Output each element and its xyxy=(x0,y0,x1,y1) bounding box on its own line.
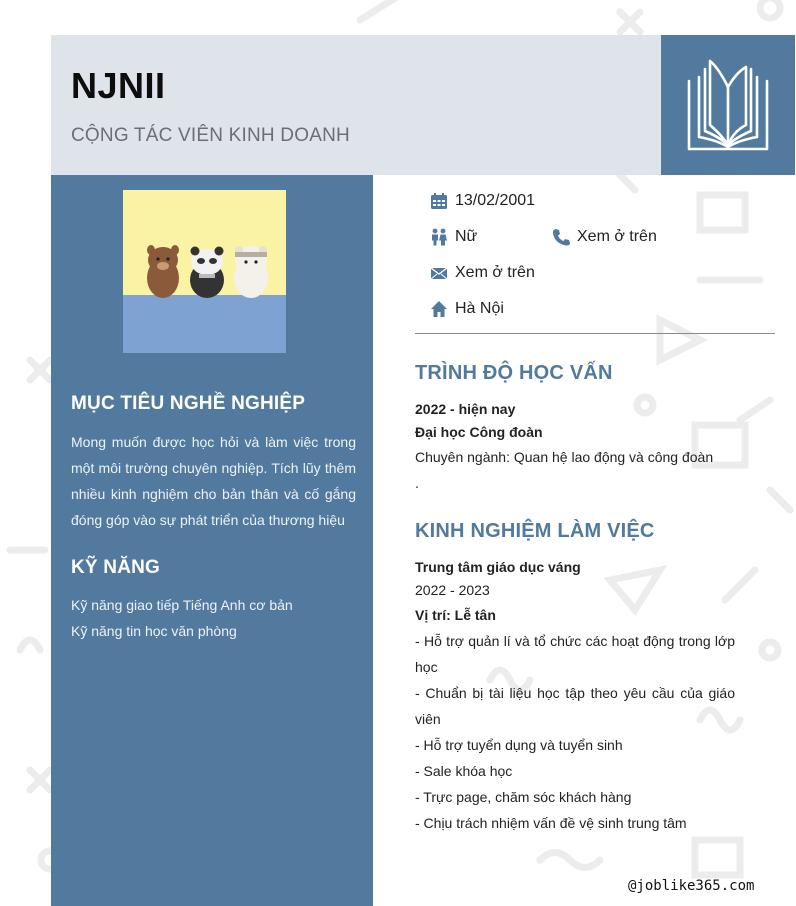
duty-item: - Chuẩn bị tài liệu học tập theo yêu cầu của giáo viên xyxy=(415,685,735,727)
education-extra: . xyxy=(415,475,419,491)
footer-watermark: @joblike365.com xyxy=(628,878,755,894)
education-school: Đại học Công đoàn xyxy=(415,424,543,440)
phone-row xyxy=(551,227,657,247)
open-book-icon xyxy=(681,59,775,153)
candidate-name: NJNII xyxy=(71,65,166,106)
address-row xyxy=(429,299,504,319)
experience-company: Trung tâm giáo dục váng xyxy=(415,559,581,575)
gender-value: Nữ xyxy=(455,228,478,245)
objective-text: Mong muốn được học hỏi và làm việc trong một môi trường chuyên nghiệp. Tích lũy thêm nhiều kinh nghiệm cho bản thân và cố gắng đóng góp vào sự phát triển của thương hiệu xyxy=(71,434,356,528)
duty-item: - Hỗ trợ tuyển dụng và tuyển sinh xyxy=(415,737,623,753)
email-row xyxy=(429,263,535,283)
gender-icon xyxy=(429,227,449,247)
skill-item: Kỹ năng giao tiếp Tiếng Anh cơ bản xyxy=(71,597,293,613)
objective-title: MỤC TIÊU NGHỀ NGHIỆP xyxy=(71,393,306,414)
birthday-row xyxy=(429,191,535,211)
duty-item: - Chịu trách nhiệm vấn đề vệ sinh trung tâm xyxy=(415,815,687,831)
address-value: Hà Nội xyxy=(455,300,504,317)
sidebar xyxy=(51,175,373,906)
duty-item: - Hỗ trợ quản lí và tổ chức các hoạt động trong lớp học xyxy=(415,633,735,675)
divider xyxy=(415,333,775,334)
email-value: Xem ở trên xyxy=(455,264,535,281)
phone-icon xyxy=(551,227,571,247)
phone-value: Xem ở trên xyxy=(577,228,657,245)
experience-position: Vị trí: Lễ tân xyxy=(415,607,496,623)
education-period: 2022 - hiện nay xyxy=(415,401,516,417)
calendar-icon xyxy=(429,191,449,211)
home-icon xyxy=(429,299,449,319)
envelope-icon xyxy=(429,263,449,283)
job-title: CỘNG TÁC VIÊN KINH DOANH xyxy=(71,125,350,146)
education-major: Chuyên ngành: Quan hệ lao động và công đoàn xyxy=(415,449,714,465)
header xyxy=(51,35,661,175)
duty-item: - Sale khóa học xyxy=(415,763,513,779)
education-title: TRÌNH ĐỘ HỌC VẤN xyxy=(415,362,613,384)
duty-item: - Trực page, chăm sóc khách hàng xyxy=(415,789,632,805)
resume-page xyxy=(51,35,795,906)
gender-row xyxy=(429,227,477,247)
avatar xyxy=(123,190,286,353)
experience-period: 2022 - 2023 xyxy=(415,582,490,598)
birthday-value: 13/02/2001 xyxy=(455,192,536,209)
logo-box xyxy=(661,35,795,175)
avatar-image xyxy=(123,190,286,353)
skills-title: KỸ NĂNG xyxy=(71,557,161,578)
experience-title: KINH NGHIỆM LÀM VIỆC xyxy=(415,520,655,542)
skill-item: Kỹ năng tin học văn phòng xyxy=(71,623,237,639)
